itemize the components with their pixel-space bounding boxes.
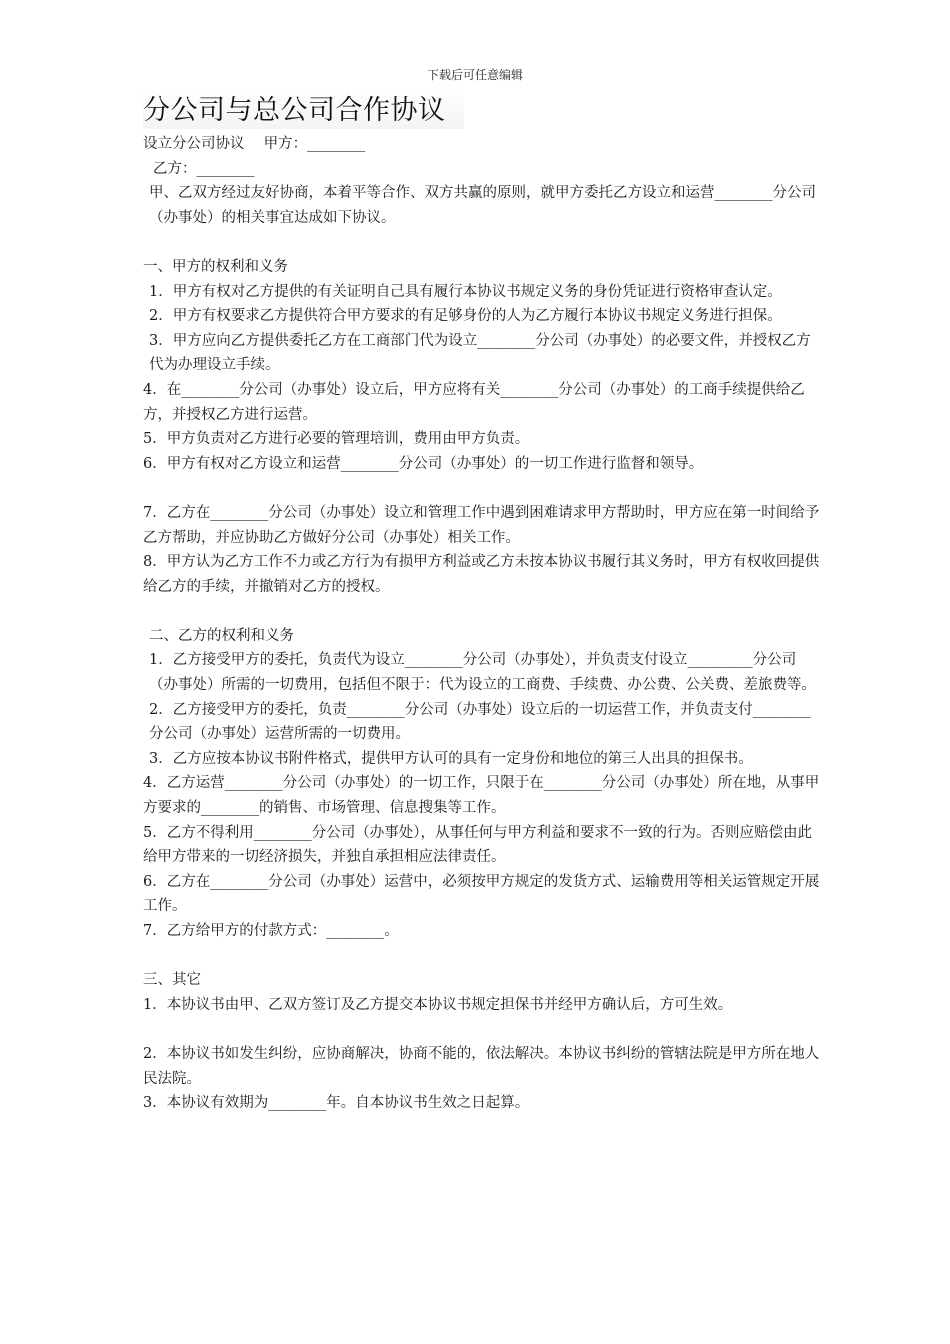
paragraph: 3．乙方应按本协议书附件格式，提供甲方认可的具有一定身份和地位的第三人出具的担保书。 bbox=[149, 750, 753, 767]
paragraph: 3．甲方应向乙方提供委托乙方在工商部门代为设立________分公司（办事处）的必要文件，并授权乙方代为办理设立手续。 bbox=[149, 332, 811, 374]
paragraph: 6．乙方在________分公司（办事处）运营中，必须按甲方规定的发货方式、运输费用等相关运管规定开展工作。 bbox=[143, 873, 820, 915]
header-note: 下载后可任意编辑 bbox=[426, 68, 523, 82]
paragraph: 2．本协议书如发生纠纷，应协商解决，协商不能的，依法解决。本协议书纠纷的管辖法院是甲方所在地人民法院。 bbox=[143, 1045, 820, 1087]
paragraph: 4．乙方运营________分公司（办事处）的一切工作，只限于在________分公司（办事处）所在地，从事甲方要求的________的销售、市场管理、信息搜集等工作。 bbox=[143, 775, 820, 817]
paragraph: 三、其它 bbox=[143, 972, 201, 989]
blank-line bbox=[143, 944, 823, 969]
paragraph: 2．乙方接受甲方的委托，负责________分公司（办事处）设立后的一切运营工作，并负责支付________分公司（办事处）运营所需的一切费用。 bbox=[149, 701, 811, 743]
paragraph: 5．乙方不得利用________分公司（办事处），从事任何与甲方利益和要求不一致的行为。否则应赔偿由此给甲方带来的一切经济损失，并独自承担相应法律责任。 bbox=[143, 824, 812, 866]
paragraph: 5．甲方负责对乙方进行必要的管理培训，费用由甲方负责。 bbox=[143, 431, 530, 448]
paragraph: 3．本协议有效期为________年。自本协议书生效之日起算。 bbox=[143, 1095, 530, 1112]
paragraph: 7．乙方在________分公司（办事处）设立和管理工作中遇到困难请求甲方帮助时，甲方应在第一时间给予乙方帮助，并应协助乙方做好分公司（办事处）相关工作。 bbox=[143, 504, 820, 546]
paragraph: 8．甲方认为乙方工作不力或乙方行为有损甲方利益或乙方未按本协议书履行其义务时，甲方有权收回提供给乙方的手续，并撤销对乙方的授权。 bbox=[143, 554, 820, 595]
paragraph: 乙方：________ bbox=[153, 160, 255, 177]
document-title: 分公司与总公司合作协议 bbox=[143, 88, 464, 129]
paragraph: 一、甲方的权利和义务 bbox=[143, 258, 288, 275]
blank-line bbox=[143, 476, 823, 501]
blank-line bbox=[143, 599, 823, 624]
blank-line bbox=[143, 1017, 823, 1042]
paragraph: 7．乙方给甲方的付款方式：________。 bbox=[143, 923, 399, 939]
paragraph: 设立分公司协议 甲方：________ bbox=[143, 136, 366, 152]
paragraph: 1．本协议书由甲、乙双方签订及乙方提交本协议书规定担保书并经甲方确认后，方可生效。 bbox=[143, 996, 733, 1013]
blank-line bbox=[143, 230, 823, 255]
paragraph: 4．在________分公司（办事处）设立后，甲方应将有关________分公司（办事处）的工商手续提供给乙方，并授权乙方进行运营。 bbox=[143, 381, 805, 423]
document-body bbox=[143, 132, 823, 1116]
paragraph: 1．甲方有权对乙方提供的有关证明自己具有履行本协议书规定义务的身份凭证进行资格审查认定。 bbox=[149, 283, 782, 300]
paragraph: 甲、乙双方经过友好协商，本着平等合作、双方共赢的原则，就甲方委托乙方设立和运营________分公司（办事处）的相关事宜达成如下协议。 bbox=[149, 185, 816, 226]
paragraph: 2．甲方有权要求乙方提供符合甲方要求的有足够身份的人为乙方履行本协议书规定义务进行担保。 bbox=[149, 308, 782, 325]
paragraph: 6．甲方有权对乙方设立和运营________分公司（办事处）的一切工作进行监督和领导。 bbox=[143, 455, 704, 472]
paragraph: 1．乙方接受甲方的委托，负责代为设立________分公司（办事处），并负责支付设立_________分公司（办事处）所需的一切费用，包括但不限于：代为设立的工商费、手续费、办公费、公关费、差旅费等。 bbox=[149, 652, 816, 694]
paragraph: 二、乙方的权利和义务 bbox=[149, 627, 294, 644]
